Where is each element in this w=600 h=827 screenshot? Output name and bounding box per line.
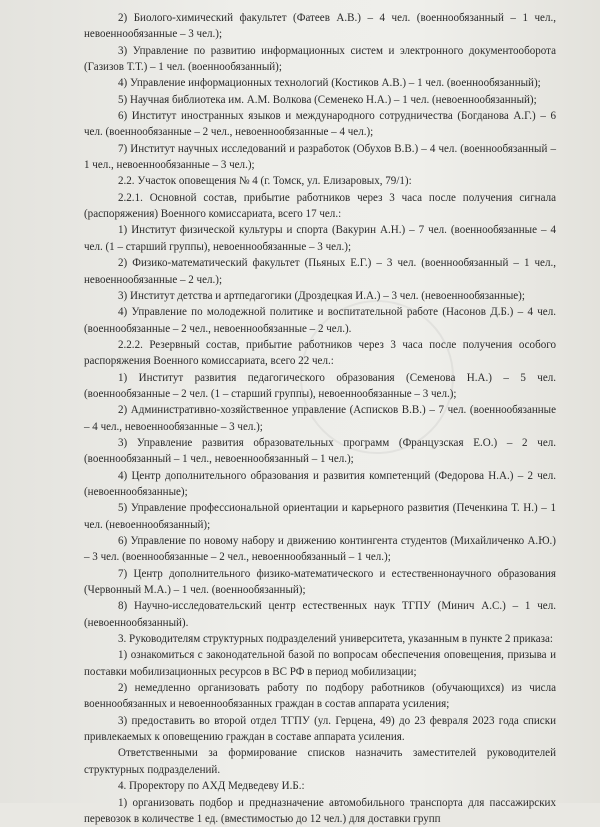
- document-paragraph: 7) Центр дополнительного физико-математического и естественнонаучного образования (Червонный М.А.) – 1 чел. (военнообязанный);: [84, 566, 556, 599]
- document-paragraph: 8) Научно-исследовательский центр естественных наук ТГПУ (Минич А.С.) – 1 чел. (невоеннообязанный).: [84, 598, 556, 631]
- document-paragraph: 2.2.1. Основной состав, прибытие работников через 3 часа после получения сигнала (распоряжения) Военного комиссариата, всего 17 чел.:: [84, 190, 556, 223]
- document-paragraph: 3. Руководителям структурных подразделений университета, указанным в пункте 2 приказа:: [84, 631, 556, 647]
- document-paragraph: 1) Институт физической культуры и спорта (Вакурин А.Н.) – 7 чел. (военнообязанные – 4 чел. (1 – старший группы), невоеннообязанные – 3 чел.);: [84, 222, 556, 255]
- document-paragraph: 4) Управление информационных технологий (Костиков А.В.) – 1 чел. (военнообязанный);: [84, 75, 556, 91]
- document-paragraph: 5) Управление профессиональной ориентации и карьерного развития (Печенкина Т. Н.) – 1 чел. (невоеннообязанный);: [84, 500, 556, 533]
- document-paragraph: 2) Административно-хозяйственное управление (Асписков В.В.) – 7 чел. (военнообязанные – 4 чел., невоеннообязанные – 3 чел.);: [84, 402, 556, 435]
- seal-watermark: [300, 300, 454, 454]
- document-paragraph: 2) Физико-математический факультет (Пьяных Е.Г.) – 3 чел. (военнообязанный – 1 чел., невоеннообязанные – 2 чел.);: [84, 255, 556, 288]
- document-paragraph: 4) Центр дополнительного образования и развития компетенций (Федорова Н.А.) – 2 чел. (невоеннообязанные);: [84, 468, 556, 501]
- document-paragraph: 6) Управление по новому набору и движению контингента студентов (Михайличенко А.Ю.) – 3 чел. (военнообязанные – 2 чел., невоеннообязанный – 1 чел.);: [84, 533, 556, 566]
- document-paragraph: 2.2. Участок оповещения № 4 (г. Томск, ул. Елизаровых, 79/1):: [84, 173, 556, 189]
- document-paragraph: 2) немедленно организовать работу по подбору работников (обучающихся) из числа военнообязанных и невоеннообязанных граждан в состав аппарата усиления;: [84, 680, 556, 713]
- document-paragraph: 7) Институт научных исследований и разработок (Обухов В.В.) – 4 чел. (военнообязанный – 1 чел., невоеннообязанные – 3 чел.);: [84, 141, 556, 174]
- document-paragraph: 3) Управление развития образовательных программ (Французская Е.О.) – 2 чел. (военнообязанный – 1 чел., невоеннообязанный – 1 чел.);: [84, 435, 556, 468]
- document-paragraph: 4. Проректору по АХД Медведеву И.Б.:: [84, 778, 556, 794]
- document-paragraph: 2.2.2. Резервный состав, прибытие работников через 3 часа после получения особого распоряжения Военного комиссариата, всего 22 чел.:: [84, 337, 556, 370]
- document-paragraph: 5) Научная библиотека им. А.М. Волкова (Семенеко Н.А.) – 1 чел. (невоеннообязанный);: [84, 92, 556, 108]
- document-paragraph: 1) ознакомиться с законодательной базой по вопросам обеспечения оповещения, призыва и поставки мобилизационных ресурсов в ВС РФ в период мобилизации;: [84, 647, 556, 680]
- document-paragraph: 1) организовать подбор и предназначение автомобильного транспорта для пассажирских перевозок в количестве 1 ед. (вместимостью до 12 чел.) для доставки групп: [84, 795, 556, 827]
- document-paragraph: Ответственными за формирование списков назначить заместителей руководителей структурных подразделений.: [84, 745, 556, 778]
- document-paragraph: 3) предоставить во второй отдел ТГПУ (ул. Герцена, 49) до 23 февраля 2023 года списки привлекаемых к оповещению граждан в составе аппарата усиления.: [84, 713, 556, 746]
- document-paragraph: 2) Биолого-химический факультет (Фатеев А.В.) – 4 чел. (военнообязанный – 1 чел., невоеннообязанные – 3 чел.);: [84, 10, 556, 43]
- document-paragraph: 4) Управление по молодежной политике и воспитательной работе (Насонов Д.Б.) – 4 чел. (военнообязанные – 2 чел., невоеннообязанные – 2 чел.).: [84, 304, 556, 337]
- document-paragraph: 6) Институт иностранных языков и международного сотрудничества (Богданова А.Г.) – 6 чел. (военнообязанные – 2 чел., невоеннообязанные – 4 чел.);: [84, 108, 556, 141]
- document-paragraph: 1) Институт развития педагогического образования (Семенова Н.А.) – 5 чел. (военнообязанные – 2 чел. (1 – старший группы), невоеннообязанные – 3 чел.);: [84, 370, 556, 403]
- document-paragraph: 3) Управление по развитию информационных систем и электронного документооборота (Газизов Т.Т.) – 1 чел. (военнообязанный);: [84, 43, 556, 76]
- document-paragraph: 3) Институт детства и артпедагогики (Дроздецкая И.А.) – 3 чел. (невоеннообязанные);: [84, 288, 556, 304]
